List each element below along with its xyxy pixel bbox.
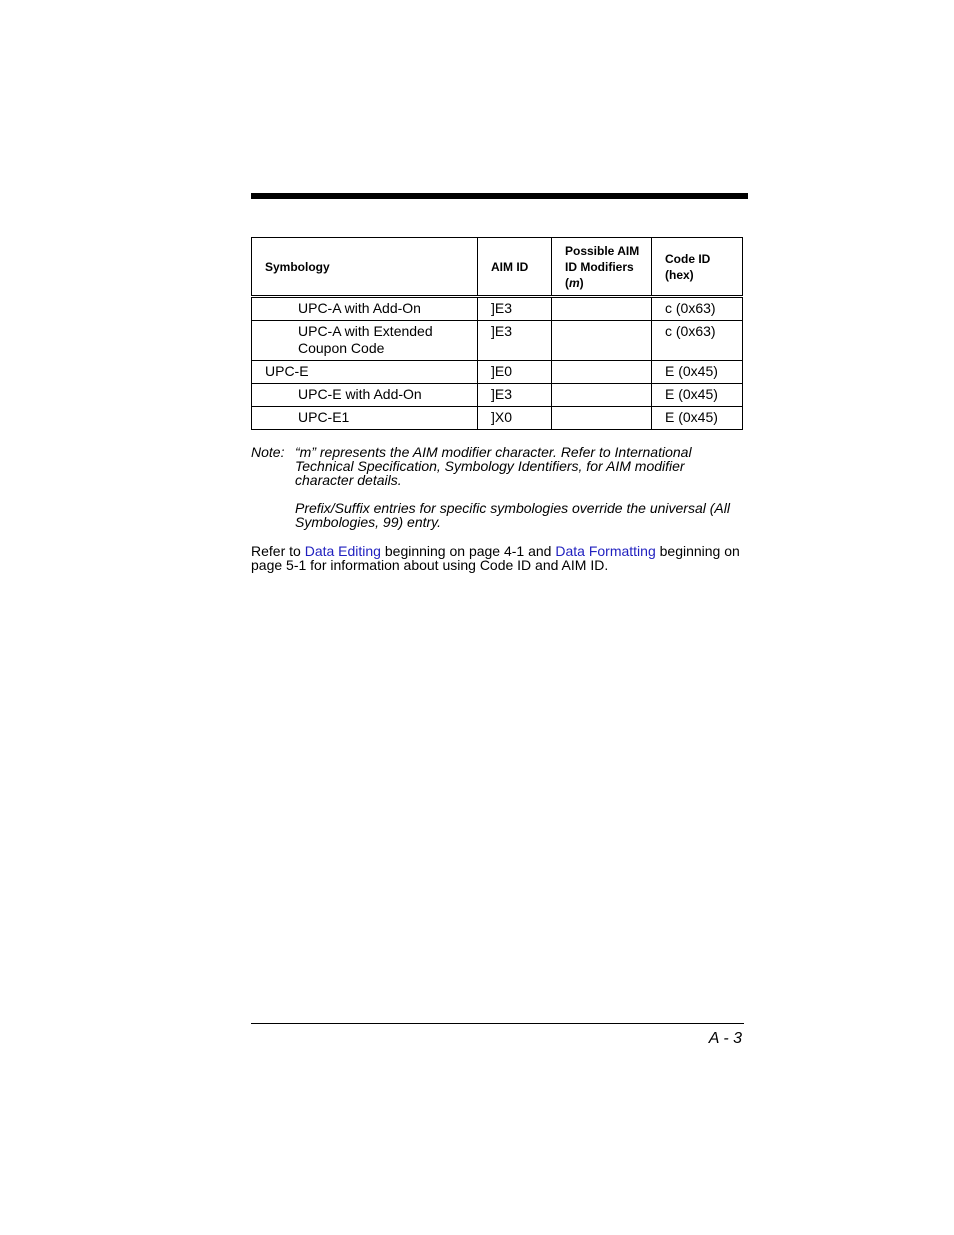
note-body <box>295 445 743 529</box>
cell-code-id: E (0x45) <box>652 361 743 384</box>
cell-aim-id: ]E3 <box>478 321 552 361</box>
table-row <box>252 297 743 321</box>
note-block <box>251 445 743 543</box>
note-paragraph-aim-modifier: “m” represents the AIM modifier character. Refer to International Technical Specification, Symbology Identifiers, for AIM modifier character details. <box>295 444 692 488</box>
cell-aim-id: ]E0 <box>478 361 552 384</box>
refer-paragraph <box>251 544 746 572</box>
table-row <box>252 407 743 430</box>
cell-modifiers <box>552 297 652 321</box>
cell-symbology: UPC-A with Add-On <box>252 297 478 321</box>
cell-aim-id: ]X0 <box>478 407 552 430</box>
table-row <box>252 361 743 384</box>
table-row <box>252 384 743 407</box>
note-paragraph-prefix-suffix: Prefix/Suffix entries for specific symbologies override the universal (All Symbologies, 99) entry. <box>295 500 730 530</box>
header-aim-id: AIM ID <box>478 238 552 297</box>
cell-code-id: c (0x63) <box>652 297 743 321</box>
header-modifiers-m: m <box>569 275 580 290</box>
data-editing-link[interactable]: Data Editing <box>304 543 381 559</box>
cell-aim-id: ]E3 <box>478 384 552 407</box>
cell-code-id: E (0x45) <box>652 384 743 407</box>
refer-text-middle: beginning on page 4-1 and <box>380 543 556 559</box>
cell-modifiers <box>552 321 652 361</box>
cell-aim-id: ]E3 <box>478 297 552 321</box>
cell-modifiers <box>552 384 652 407</box>
cell-symbology: UPC-E with Add-On <box>252 384 478 407</box>
footer-rule <box>251 1023 744 1024</box>
header-code-id: Code ID (hex) <box>652 238 743 297</box>
cell-symbology: UPC-E <box>252 361 478 384</box>
symbology-table <box>251 237 743 430</box>
header-rule <box>251 193 748 199</box>
header-modifiers <box>552 238 652 297</box>
table-header-row <box>252 238 743 297</box>
cell-symbology: UPC-A with Extended Coupon Code <box>252 321 478 361</box>
refer-text-end: beginning on page 5-1 for information about using Code ID and AIM ID. <box>251 543 740 573</box>
cell-code-id: E (0x45) <box>652 407 743 430</box>
table-row <box>252 321 743 361</box>
cell-code-id: c (0x63) <box>652 321 743 361</box>
page-number: A - 3 <box>708 1030 742 1047</box>
data-formatting-link[interactable]: Data Formatting <box>555 543 656 559</box>
refer-text-start: Refer to <box>251 543 305 559</box>
cell-modifiers <box>552 361 652 384</box>
cell-symbology: UPC-E1 <box>252 407 478 430</box>
header-symbology: Symbology <box>252 238 478 297</box>
note-label: Note: <box>251 444 285 460</box>
header-modifiers-text: Possible AIM ID Modifiers ( <box>565 243 640 290</box>
cell-modifiers <box>552 407 652 430</box>
header-modifiers-close: ) <box>579 275 584 290</box>
